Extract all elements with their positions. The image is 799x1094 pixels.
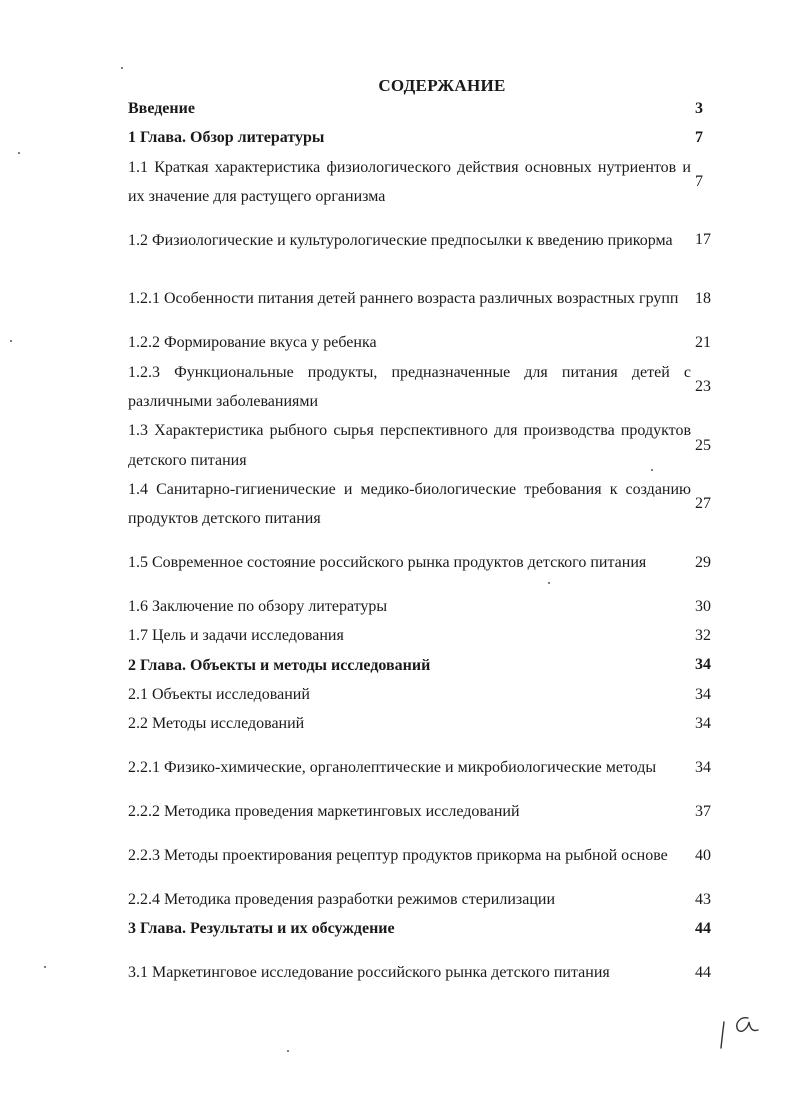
scan-speck <box>548 582 550 584</box>
toc-entry[interactable] <box>128 328 724 357</box>
toc-entry[interactable] <box>128 885 724 914</box>
toc-entry-page: 17 <box>695 231 711 249</box>
toc-entry-label: 1.2.1 Особенности питания детей раннего возраста различных возрастных групп <box>128 290 679 308</box>
toc-entry[interactable] <box>128 680 724 709</box>
table-of-contents <box>128 94 724 1002</box>
toc-entry-label: 2.2.1 Физико-химические, органолептические и микробиологические методы <box>128 759 657 777</box>
toc-entry-page: 29 <box>695 553 711 571</box>
toc-entry-page: 18 <box>695 290 711 308</box>
toc-entry[interactable] <box>128 739 724 798</box>
toc-entry-page: 30 <box>695 597 711 615</box>
toc-entry-page: 34 <box>695 714 711 732</box>
toc-entry-page: 37 <box>695 802 711 820</box>
toc-entry[interactable] <box>128 94 724 123</box>
toc-entry[interactable] <box>128 211 724 270</box>
page-title: СОДЕРЖАНИЕ <box>378 76 506 95</box>
toc-entry-page: 7 <box>695 128 703 146</box>
toc-entry[interactable] <box>128 914 724 943</box>
toc-entry-page: 25 <box>695 436 711 454</box>
toc-entry-page: 34 <box>695 758 711 776</box>
toc-entry-page: 23 <box>695 377 711 395</box>
toc-entry[interactable] <box>128 270 724 329</box>
toc-entry[interactable] <box>128 416 724 475</box>
toc-entry-label: 1.2.3 Функциональные продукты, предназначенные для питания детей с различными заболеваниями <box>128 363 691 410</box>
toc-entry[interactable] <box>128 944 724 1003</box>
toc-entry-page: 44 <box>695 963 711 981</box>
toc-entry[interactable] <box>128 475 724 534</box>
handwritten-page-mark-icon <box>718 1012 762 1052</box>
toc-entry-label: 1.4 Санитарно-гигиенические и медико-биологические требования к созданию продуктов детского питания <box>128 480 691 528</box>
toc-entry-label: 2.2.2 Методика проведения маркетинговых исследований <box>128 803 520 821</box>
toc-entry-label: 1.5 Современное состояние российского рынка продуктов детского питания <box>128 554 647 572</box>
toc-entry-page: 3 <box>695 99 703 117</box>
scan-speck <box>10 340 12 342</box>
toc-entry-page: 43 <box>695 890 711 908</box>
toc-entry[interactable] <box>128 797 724 826</box>
toc-entry-label: 2.2 Методы исследований <box>128 715 305 733</box>
scan-speck <box>651 469 653 471</box>
toc-entry-label: 1.7 Цель и задачи исследования <box>128 627 344 645</box>
toc-entry-label: 1.2 Физиологические и культурологические предпосылки к введению прикорма <box>128 231 673 249</box>
toc-entry[interactable] <box>128 592 724 621</box>
toc-entry-label: 2.1 Объекты исследований <box>128 685 310 703</box>
toc-entry[interactable] <box>128 709 724 738</box>
toc-entry-label: 1.2.2 Формирование вкуса у ребенка <box>128 334 377 352</box>
toc-entry-page: 32 <box>695 626 711 644</box>
toc-entry[interactable] <box>128 533 724 592</box>
toc-entry-label: 1.1 Краткая характеристика физиологического действия основных нутриентов и их значение для растущего организма <box>128 158 691 205</box>
toc-entry-label: 3.1 Маркетинговое исследование российского рынка детского питания <box>128 964 610 982</box>
toc-entry-label: 1.3 Характеристика рыбного сырья перспективного для производства продуктов детского питания <box>128 422 691 469</box>
toc-entry-page: 40 <box>695 846 711 864</box>
toc-entry-page: 34 <box>695 656 711 674</box>
toc-entry-page: 44 <box>695 919 711 937</box>
toc-entry[interactable] <box>128 123 724 152</box>
toc-entry-page: 34 <box>695 685 711 703</box>
toc-entry[interactable] <box>128 153 724 212</box>
toc-entry-label: 3 Глава. Результаты и их обсуждение <box>128 920 395 938</box>
scan-speck <box>287 1050 289 1052</box>
toc-entry-label: 1.6 Заключение по обзору литературы <box>128 598 388 616</box>
toc-entry[interactable] <box>128 826 724 885</box>
toc-entry-page: 21 <box>695 334 711 352</box>
toc-entry[interactable] <box>128 651 724 680</box>
scan-speck <box>44 966 46 968</box>
toc-entry-page: 7 <box>695 172 703 190</box>
toc-entry-page: 27 <box>695 495 711 513</box>
toc-entry[interactable] <box>128 621 724 650</box>
toc-entry-label: Введение <box>128 100 195 117</box>
toc-entry-label: 2.2.3 Методы проектирования рецептур продуктов прикорма на рыбной основе <box>128 847 668 865</box>
scan-speck <box>121 67 123 69</box>
toc-entry-label: 2 Глава. Объекты и методы исследований <box>128 656 431 674</box>
scan-speck <box>18 152 20 154</box>
toc-entry-label: 1 Глава. Обзор литературы <box>128 129 325 147</box>
toc-entry-label: 2.2.4 Методика проведения разработки режимов стерилизации <box>128 891 556 909</box>
toc-entry[interactable] <box>128 358 724 417</box>
